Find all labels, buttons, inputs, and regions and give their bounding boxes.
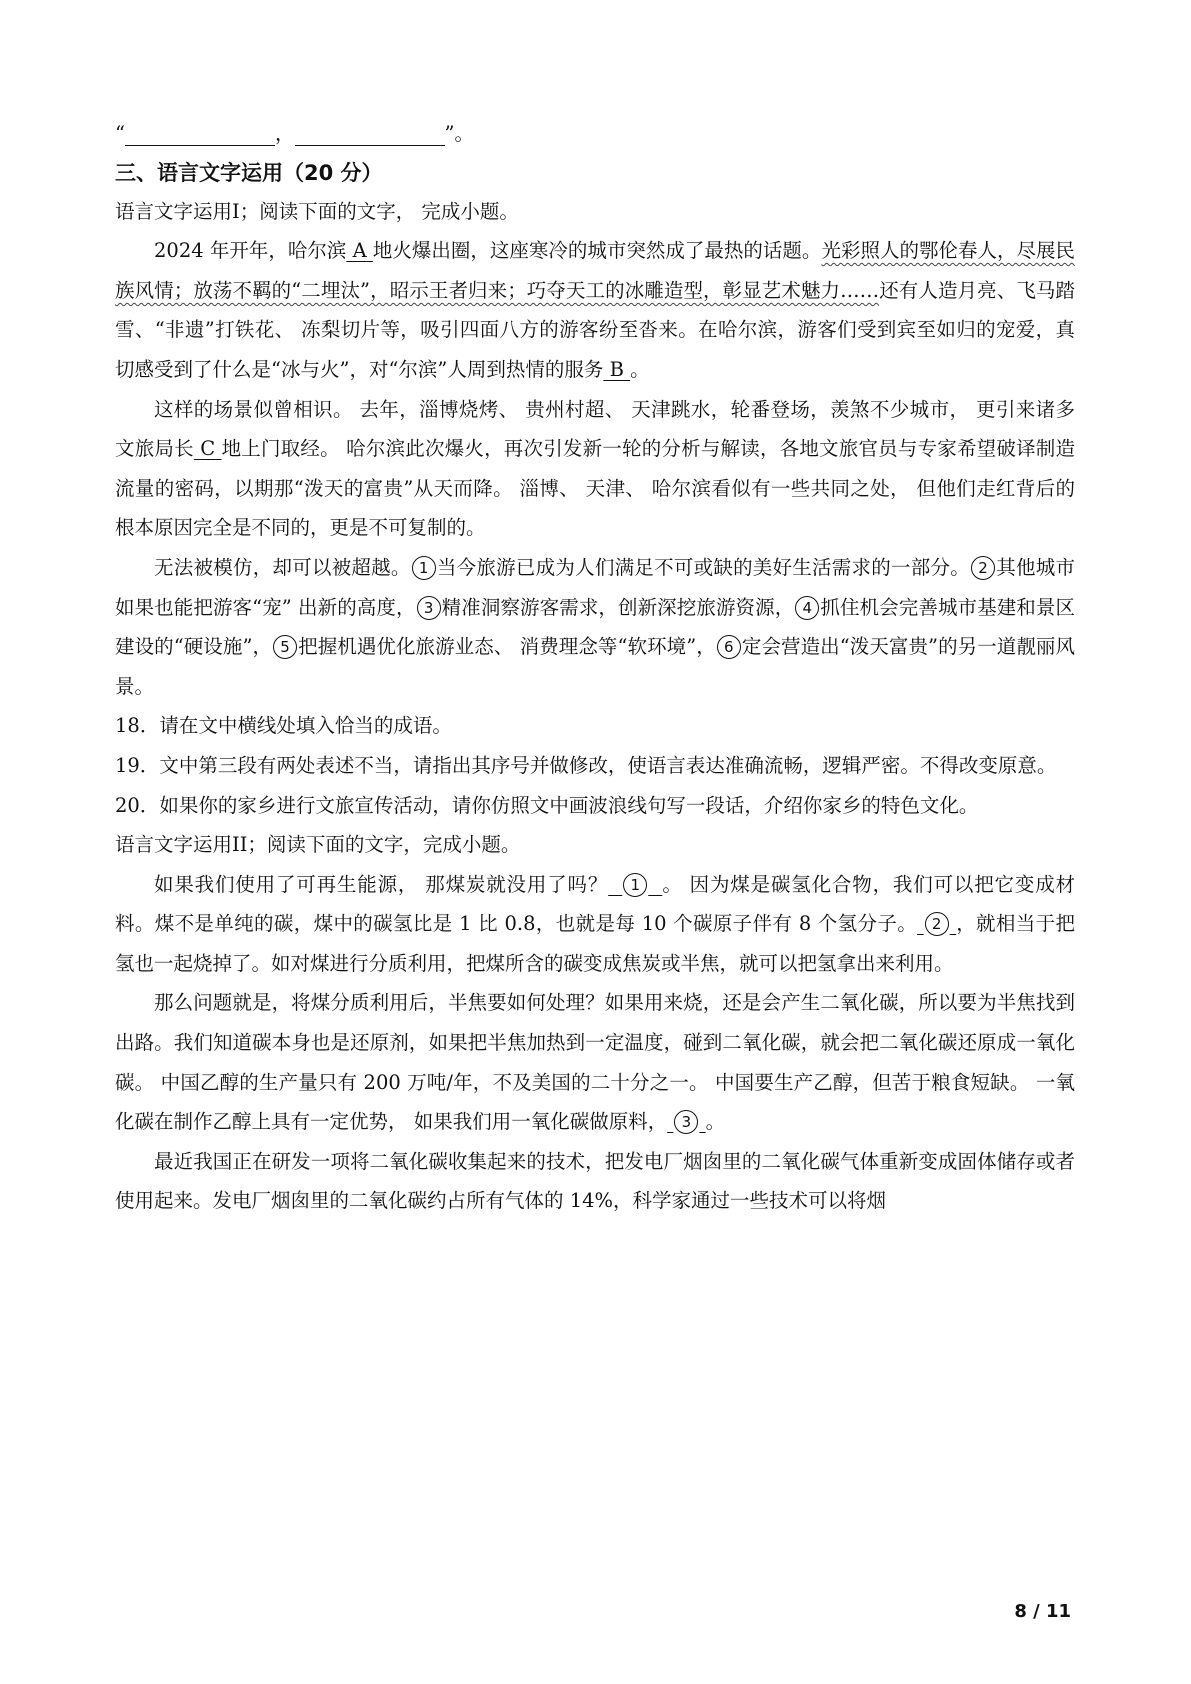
para4-text-b: 。 因为煤是碳氢化合物，我们可以把它变成材料。煤不是单纯的碳，煤中的碳氢比是 1 比 0.8，也就是每 10 个碳原子伴有 8 个氢分子。 (115, 872, 1076, 936)
circled-number-6: 6 (717, 635, 741, 659)
blank-3 (667, 1110, 705, 1133)
circled-number-3: 3 (417, 596, 441, 620)
paragraph-3 (115, 548, 1075, 706)
blank-2 (917, 912, 956, 935)
paragraph-6: 最近我国正在研发一项将二氧化碳收集起来的技术，把发电厂烟囱里的二氧化碳气体重新变成固体储存或者使用起来。发电厂烟囱里的二氧化碳约占所有气体的 14%，科学家通过一些技术可以将烟 (115, 1149, 1075, 1213)
blank-b (603, 358, 630, 381)
para1-text-d: 。 (630, 357, 650, 381)
page-number: 8 / 11 (1014, 1601, 1071, 1622)
para4-text-a: 如果我们使用了可再生能源， 那煤炭就没用了吗？ (154, 872, 609, 896)
para1-text-c: 还有人造月亮、飞马踏雪、“非遗”打铁花、 冻梨切片等，吸引四面八方的游客纷至沓来。在哈尔滨，游客们受到宾至如归的宠爱，真切感受到了什么是“冰与火”，对“尔滨”人周到热情的服务 (115, 278, 1075, 381)
circled-number-5: 5 (273, 635, 297, 659)
close-quote: ”。 (444, 122, 474, 145)
question-19: 19．文中第三段有两处表述不当，请指出其序号并做修改，使语言表达准确流畅，逻辑严密。不得改变原意。 (115, 753, 1057, 777)
part2-intro: 语言文字运用II；阅读下面的文字，完成小题。 (115, 833, 521, 857)
circled-number-2: 2 (925, 912, 949, 936)
blank-b-label: B (609, 357, 624, 381)
para5-text-b: 。 (705, 1110, 726, 1134)
para3-clause-4: 抓住机会完善城市基建和景区建设的“硬设施”， (115, 595, 1075, 659)
para3-clause-6: 定会营造出“泼天富贵”的另一道靓丽风景。 (115, 635, 1075, 698)
para3-text-a: 无法被模仿，却可以被超越。 (154, 555, 411, 579)
circled-number-1: 1 (412, 556, 436, 580)
circled-number-4: 4 (795, 596, 819, 620)
para3-clause-2: 其他城市如果也能把游客“宠” 出新的高度， (115, 555, 1075, 619)
part1-intro: 语言文字运用I；阅读下面的文字， 完成小题。 (115, 199, 519, 223)
blank-c-label: C (200, 437, 216, 461)
para2-text-b: 地上门取经。 哈尔滨此次爆火，再次引发新一轮的分析与解读，各地文旅官员与专家希望破译制造流量的密码，以期那“泼天的富贵”从天而降。 淄博、 天津、 哈尔滨看似有一些共同之处， 但他们走红背后的根本原因完全是不同的，更是不可复制的。 (115, 437, 1075, 540)
para1-text-b: 地火爆出圈，这座寒冷的城市突然成了最热的话题。 (372, 239, 822, 263)
blank-c (194, 437, 222, 460)
paragraph-2 (115, 390, 1075, 548)
paragraph-4 (115, 865, 1075, 984)
answer-blanks-line (115, 114, 1075, 154)
circled-number-2: 2 (971, 556, 995, 580)
wavy-underlined-sentence: 光彩照人的鄂伦春人，尽展民族风情；放荡不羁的“二埋汰”，昭示王者归来；巧夺天工的冰雕造型，彰显艺术魅力…… (115, 239, 1075, 302)
blank-1 (608, 873, 662, 896)
para3-clause-3: 精准洞察游客需求，创新深挖旅游资源， (441, 595, 795, 619)
para2-text-a: 这样的场景似曾相识。 去年，淄博烧烤、 贵州村超、 天津跳水，轮番登场，羡煞不少城市， 更引来诸多文旅局长 (115, 397, 1075, 461)
para3-clause-5: 把握机遇优化旅游业态、 消费理念等“软环境”， (298, 635, 716, 659)
para5-text-a: 那么问题就是，将煤分质利用后，半焦要如何处理？如果用来烧，还是会产生二氧化碳，所以要为半焦找到出路。我们知道碳本身也是还原剂，如果把半焦加热到一定温度，碰到二氧化碳，就会把二氧化碳还原成一氧化碳。 中国乙醇的生产量只有 200 万吨/年，不及美国的二十分之一。 中国要生产乙醇，但苦于粮食短缺。 一氧化碳在制作乙醇上具有一定优势， 如果我们用一氧化碳做原料， (115, 991, 1075, 1134)
circled-number-3: 3 (674, 1110, 698, 1134)
blank-a-label: A (352, 239, 367, 263)
paragraph-5 (115, 983, 1075, 1141)
paragraph-1 (115, 231, 1075, 389)
para1-text-a: 2024 年开年，哈尔滨 (154, 239, 347, 263)
answer-blank-2[interactable] (295, 119, 445, 146)
page-content (115, 114, 1075, 1221)
comma: ， (274, 122, 295, 145)
para3-clause-1: 当今旅游已成为人们满足不可或缺的美好生活需求的一部分。 (436, 555, 970, 579)
question-20: 20．如果你的家乡进行文旅宣传活动，请你仿照文中画波浪线句写一段话，介绍你家乡的特色文化。 (115, 793, 979, 817)
para4-text-c: ，就相当于把氢也一起烧掉了。如对煤进行分质利用，把煤所含的碳变成焦炭或半焦，就可以把氢拿出来利用。 (115, 912, 1075, 975)
circled-number-1: 1 (623, 873, 647, 897)
question-18: 18．请在文中横线处填入恰当的成语。 (115, 714, 452, 738)
section-heading: 三、语言文字运用（20 分） (115, 160, 383, 185)
blank-a (346, 239, 373, 262)
answer-blank-1[interactable] (125, 119, 275, 146)
open-quote: “ (115, 122, 125, 145)
